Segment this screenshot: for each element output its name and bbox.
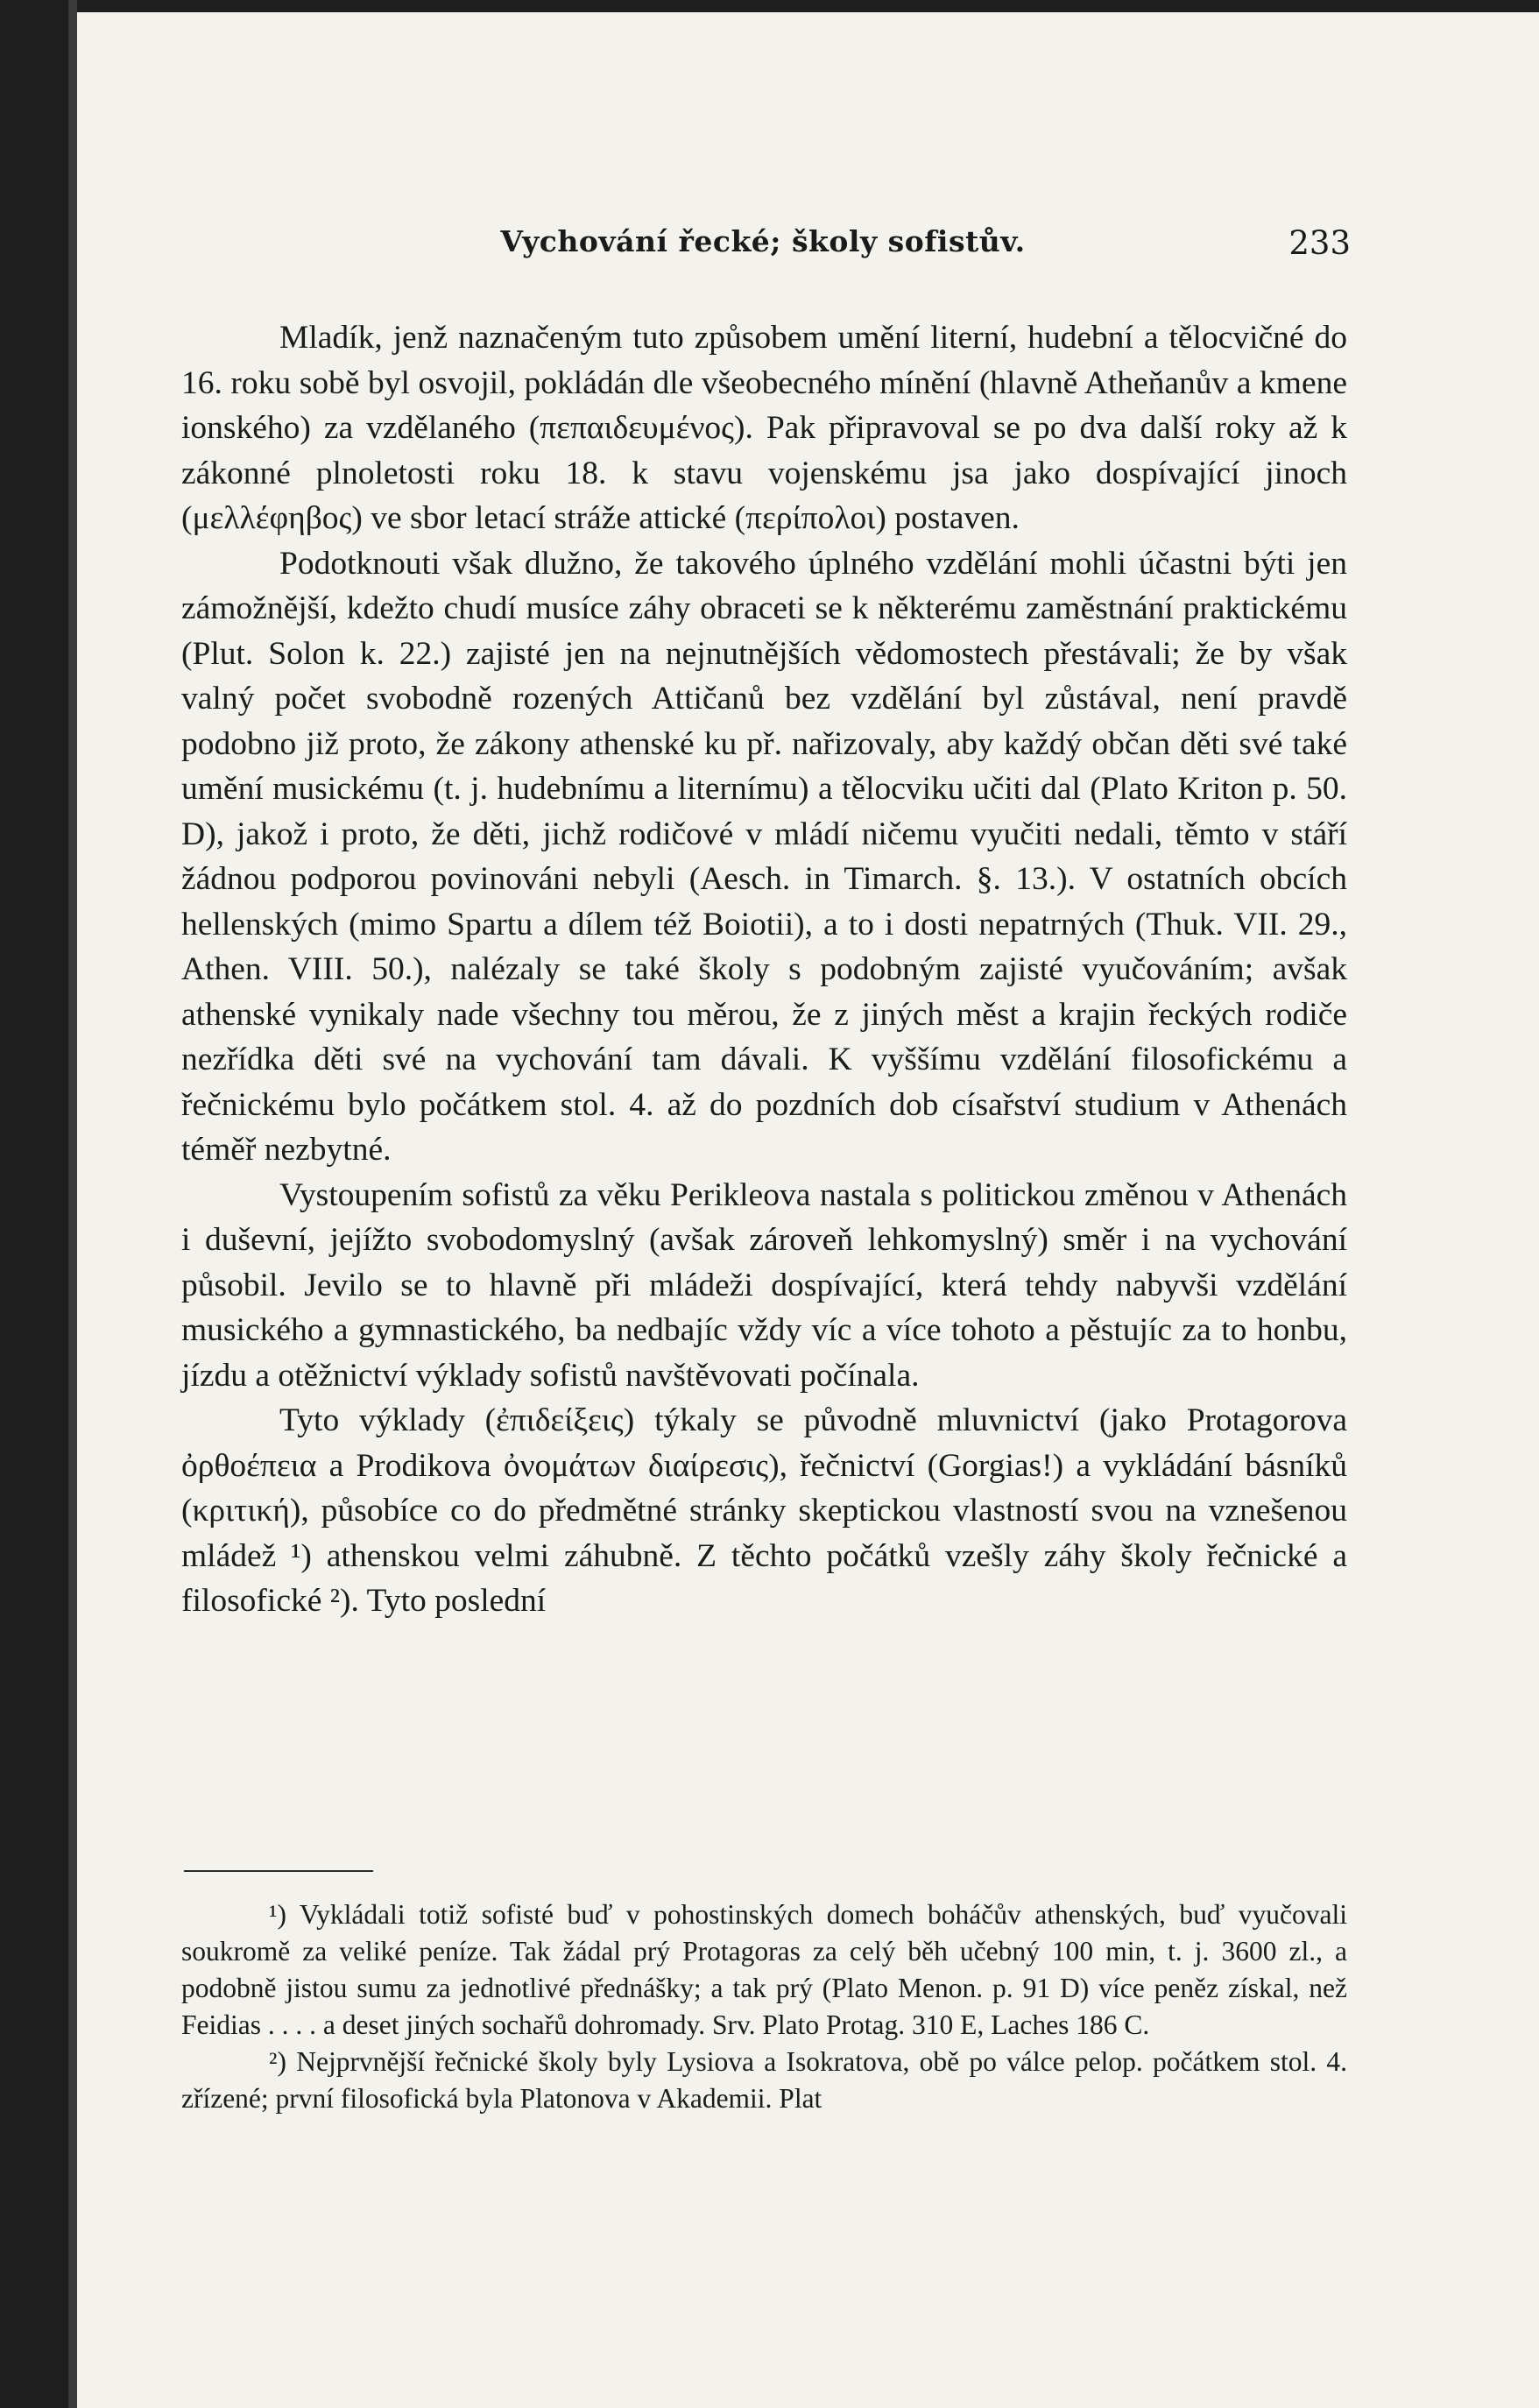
footnote: ²) Nejprvnější řečnické školy byly Lysiova a Isokratova, obě po válce pelop. počátkem stol. 4. zřízené; první filosofická byla Platonova v Akademii. Plat: [181, 2046, 1347, 2114]
footnote: ¹) Vykládali totiž sofisté buď v pohostinských domech boháčův athenských, buď vyučovali soukromě za veliké peníze. Tak žádal prý Protagoras za celý běh učebný 100 min, t. j. 3600 zl., a podobně jistou sumu za jednotlivé přednášky; a tak prý (Plato Menon. p. 91 D) více peněz získal, než Feidias . . . . a deset jiných sochařů dohromady. Srv. Plato Protag. 310 E, Laches 186 C.: [181, 1899, 1347, 2040]
footnote-separator: [184, 1870, 373, 1872]
binding-edge: [68, 0, 77, 2408]
page-header: [175, 224, 1351, 266]
paragraph: Mladík, jenž naznačeným tuto způsobem umění literní, hudební a tělocvičné do 16. roku sobě byl osvojil, pokládán dle všeobecného mínění (hlavně Atheňanův a kmene ionského) za vzdělaného (πεπαιδευμένος). Pak připravoval se po dva další roky až k zákonné plnoletosti roku 18. k stavu vojenskému jsa jako dospívající jinoch (μελλέφηβος) ve sbor letací stráže attické (περίπολοι) postaven.: [181, 320, 1347, 536]
body-text: [181, 315, 1347, 1624]
running-title: Vychování řecké; školy sofistův.: [500, 224, 1026, 258]
page-number: 233: [1288, 224, 1351, 262]
paragraph: Vystoupením sofistů za věku Perikleova nastala s politickou změnou v Athenách i duševní, jejížto svobodomyslný (avšak zároveň lehkomyslný) směr i na vychování působil. Jevilo se to hlavně při mládeži dospívající, která tehdy nabyvši vzdělání musického a gymnastického, ba nedbajíc vždy víc a více tohoto a pěstujíc za to honbu, jízdu a otěžnictví výklady sofistů navštěvovati počínala.: [181, 1176, 1347, 1394]
paragraph: Tyto výklady (ἐπιδείξεις) týkaly se původně mluvnictví (jako Protagorova ὀρθοέπεια a Prodikova ὀνομάτων διαίρεσις), řečnictví (Gorgias!) a vykládání básníků (κριτική), působíce co do předmětné stránky skeptickou vlastností svou na vznešenou mládež ¹) athenskou velmi záhubně. Z těchto počátků vzešly záhy školy řečnické a filosofické ²). Tyto poslední: [181, 1402, 1347, 1619]
paragraph: Podotknouti však dlužno, že takového úplného vzdělání mohli účastni býti jen zámožnější, kdežto chudí musíce záhy obraceti se k některému zaměstnání praktickému (Plut. Solon k. 22.) zajisté jen na nejnutnějších vědomostech přestávali; že by však valný počet svobodně rozených Attičanů bez vzdělání byl zůstával, není pravdě podobno již proto, že zákony athenské ku př. nařizovaly, aby každý občan děti své také umění musickému (t. j. hudebnímu a liternímu) a tělocviku učiti dal (Plato Kriton p. 50. D), jakož i proto, že děti, jichž rodičové v mládí ničemu vyučiti nedali, těmto v stáří žádnou podporou povinováni nebyli (Aesch. in Timarch. §. 13.). V ostatních obcích hellenských (mimo Spartu a dílem též Boiotii), a to i dosti nepatrných (Thuk. VII. 29., Athen. VIII. 50.), nalézaly se také školy s podobným zajisté vyučováním; avšak athenské vynikaly nade všechny tou měrou, že z jiných měst a krajin řeckých rodiče nezřídka děti své na vychování tam dávali. K vyššímu vzdělání filosofickému a řečnickému bylo počátkem stol. 4. až do pozdních dob císařství studium v Athenách téměř nezbytné.: [181, 545, 1347, 1168]
footnotes: [181, 1896, 1347, 2117]
